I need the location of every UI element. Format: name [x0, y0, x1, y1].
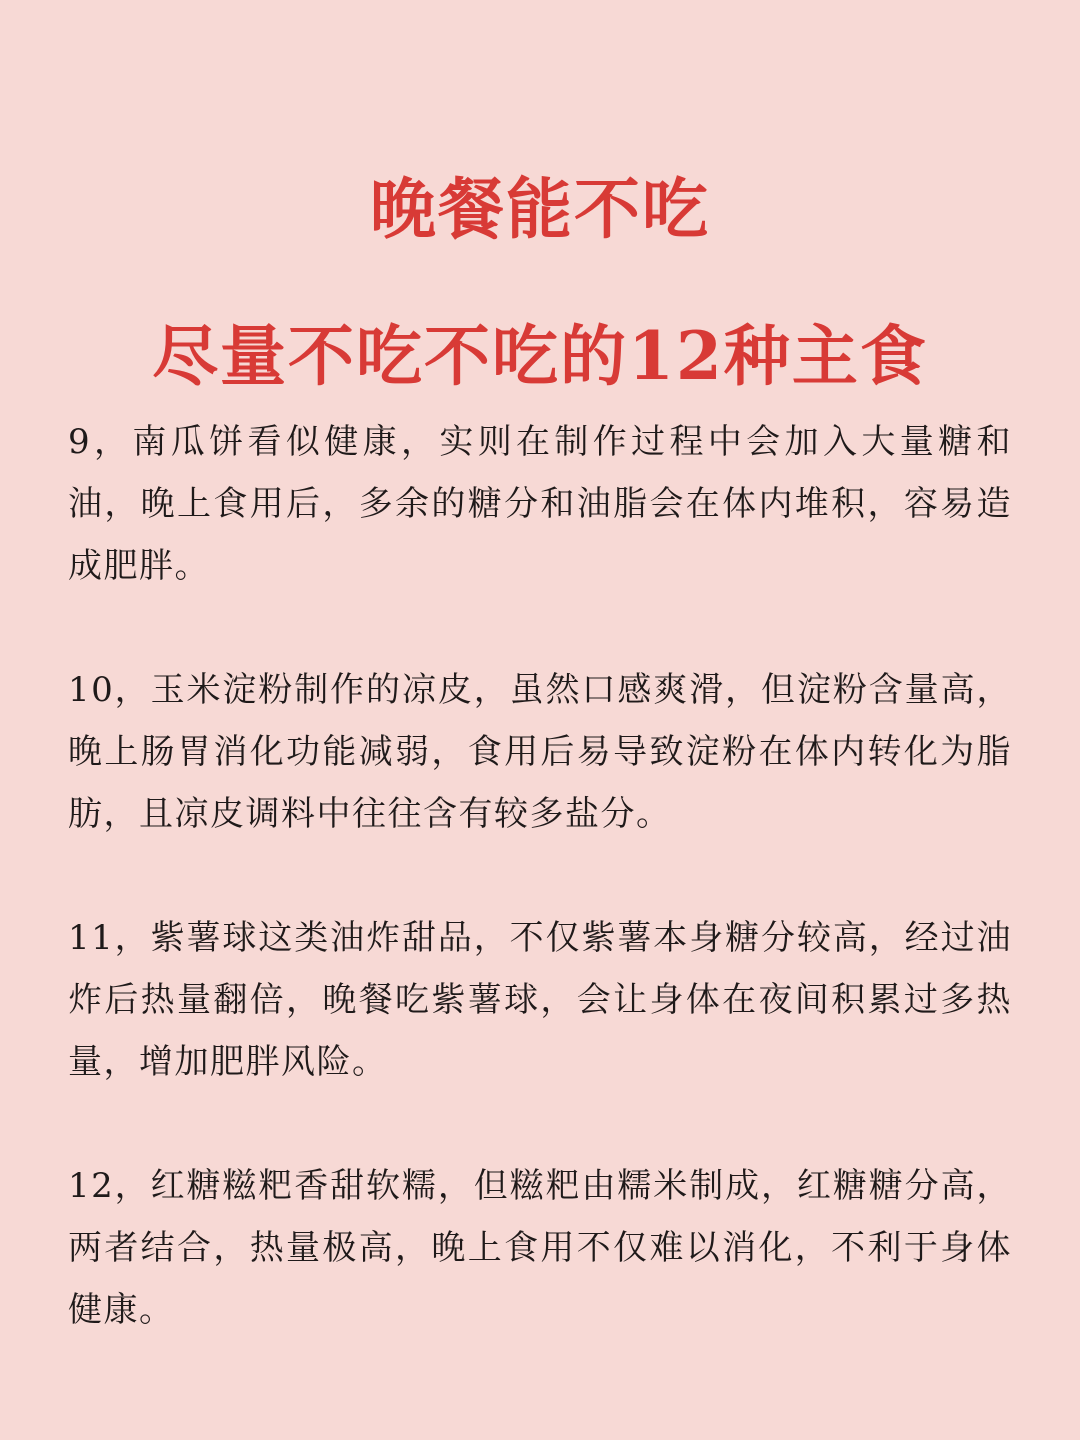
list-item-9: 9，南瓜饼看似健康，实则在制作过程中会加入大量糖和油，晚上食用后，多余的糖分和油脂会在体内堆积，容易造成肥胖。: [68, 422, 1012, 586]
title-line-1: 晚餐能不吃: [370, 170, 710, 249]
list-item-11: 11，紫薯球这类油炸甜品，不仅紫薯本身糖分较高，经过油炸后热量翻倍，晚餐吃紫薯球，会让身体在夜间积累过多热量，增加肥胖风险。: [68, 918, 1012, 1082]
title-line-2: 尽量不吃不吃的12种主食: [152, 316, 928, 395]
list-item-12: 12，红糖糍粑香甜软糯，但糍粑由糯米制成，红糖糖分高，两者结合，热量极高，晚上食用不仅难以消化，不利于身体健康。: [68, 1166, 1012, 1330]
list-item-10: 10，玉米淀粉制作的凉皮，虽然口感爽滑，但淀粉含量高，晚上肠胃消化功能减弱，食用后易导致淀粉在体内转化为脂肪，且凉皮调料中往往含有较多盐分。: [68, 670, 1012, 834]
